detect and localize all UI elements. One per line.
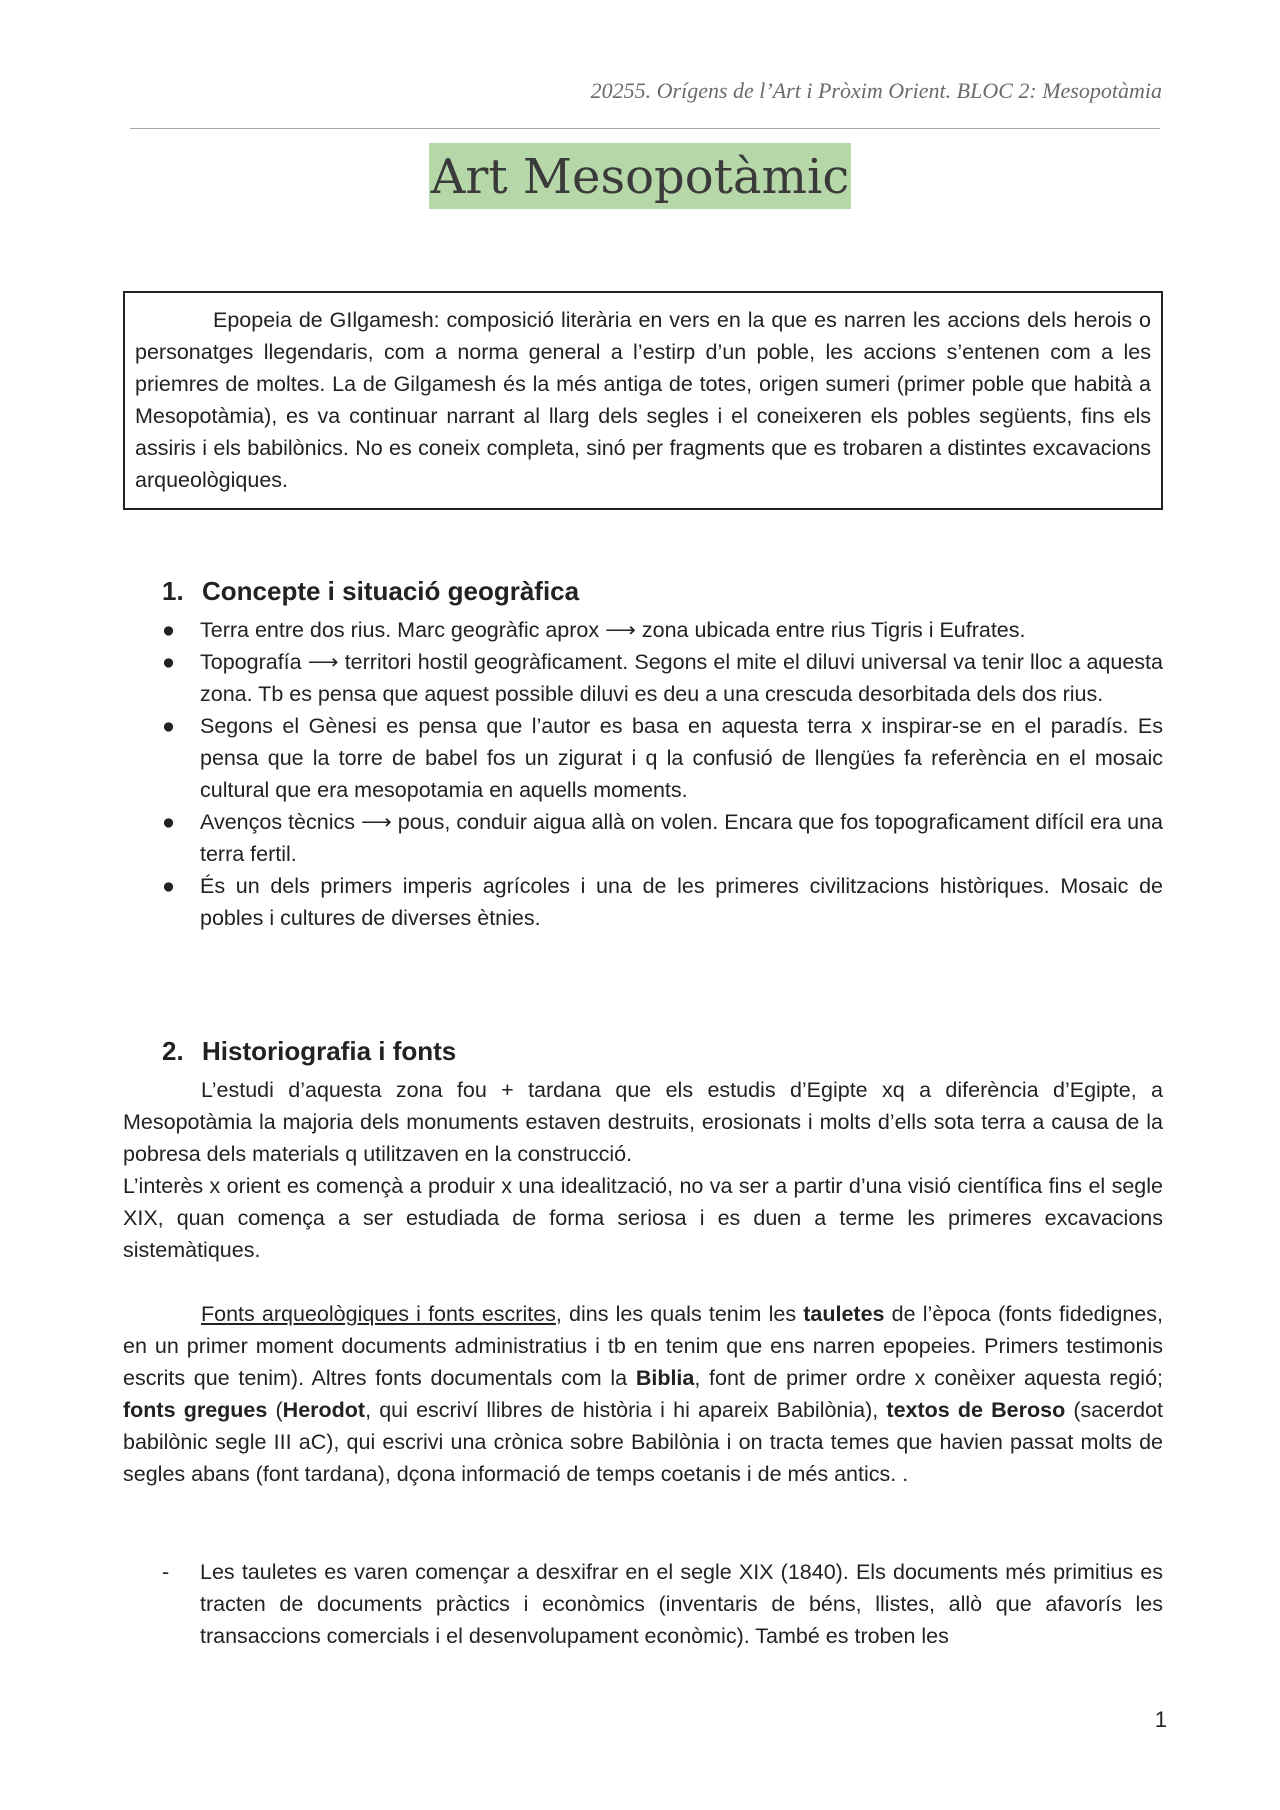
section-1-number: 1. bbox=[162, 576, 184, 606]
list-item bbox=[160, 710, 1163, 806]
header-divider bbox=[130, 128, 1160, 129]
text-run: de l’època (fonts fidedignes, en un primer moment documents administratius i tb en tenim que ens narren epopeies. Primers testimonis escrits que tenim). Altres fonts documentals com la bbox=[123, 1302, 1163, 1390]
bold-text: tauletes bbox=[803, 1302, 885, 1326]
bullet-icon: ● bbox=[162, 810, 175, 834]
text-run: , dins les quals tenim les bbox=[555, 1302, 804, 1326]
dash-marker: - bbox=[162, 1560, 170, 1584]
page-number: 1 bbox=[1154, 1707, 1167, 1732]
underlined-text: Fonts arqueològiques i fonts escrites bbox=[201, 1302, 556, 1326]
bold-text: fonts gregues bbox=[123, 1398, 268, 1422]
list-item-text: Terra entre dos rius. Marc geogràfic aprox ⟶ zona ubicada entre rius Tigris i Eufrates. bbox=[200, 618, 1026, 642]
bullet-icon: ● bbox=[162, 650, 175, 674]
running-header: 20255. Orígens de l’Art i Pròxim Orient. BLOC 2: Mesopotàmia bbox=[590, 78, 1162, 103]
page-title: Art Mesopotàmic bbox=[429, 143, 852, 209]
intro-text: Epopeia de GIlgamesh: composició literària en vers en la que es narren les accions dels herois o personatges llegendaris, com a norma general a l’estirp d’un poble, les accions s’entenen com a les priemres de moltes. La de Gilgamesh és la més antiga de totes, origen sumeri (primer poble que habità a Mesopotàmia), es va continuar narrant al llarg dels segles i el coneixeren els pobles següents, fins els assiris i els babilònics. No es coneix completa, sinó per fragments que es trobaren a distintes excavacions arqueològiques. bbox=[135, 308, 1151, 492]
list-item-text: Segons el Gènesi es pensa que l’autor es basa en aquesta terra x inspirar-se en el paradís. Es pensa que la torre de babel fos un zigurat i q la confusió de llengües fa referència en el mosaic cultural que era mesopotamia en aquells moments. bbox=[200, 714, 1163, 802]
list-item-text: Topografía ⟶ territori hostil geogràficament. Segons el mite el diluvi universal va tenir lloc a aquesta zona. Tb es pensa que aquest possible diluvi es deu a una crescuda desorbitada dels dos rius. bbox=[200, 650, 1163, 706]
bullet-icon: ● bbox=[162, 874, 175, 898]
bullet-icon: ● bbox=[162, 714, 175, 738]
section-1-bullets bbox=[160, 614, 1163, 934]
text-run: ( bbox=[267, 1398, 283, 1422]
list-item bbox=[160, 646, 1163, 710]
section-1-title: Concepte i situació geogràfica bbox=[202, 576, 580, 606]
paragraph: L’estudi d’aquesta zona fou + tardana que els estudis d’Egipte xq a diferència d’Egipte, a Mesopotàmia la majoria dels monuments estaven destruits, erosionats i molts d’ells sota terra a causa de la pobresa dels materials q utilitzaven en la construcció. bbox=[123, 1078, 1163, 1166]
section-2-heading bbox=[162, 1036, 456, 1067]
section-2-body bbox=[123, 1074, 1163, 1490]
bullet-icon: ● bbox=[162, 618, 175, 642]
list-item bbox=[160, 614, 1163, 646]
section-2-dash-list bbox=[160, 1556, 1163, 1652]
paragraph-sources bbox=[123, 1298, 1163, 1490]
section-2-title: Historiografia i fonts bbox=[202, 1036, 457, 1066]
paragraph: L’interès x orient es començà a produir x una idealització, no va ser a partir d’una visió científica fins el segle XIX, quan comença a ser estudiada de forma seriosa i es duen a terme les primeres excavacions sistemàtiques. bbox=[123, 1174, 1163, 1262]
list-item-text: Les tauletes es varen començar a desxifrar en el segle XIX (1840). Els documents més primitius es tracten de documents pràctics i econòmics (inventaris de béns, llistes, allò que afavorís les transaccions comercials i el desenvolupament econòmic). També es troben les bbox=[200, 1560, 1163, 1648]
list-item-text: Avenços tècnics ⟶ pous, conduir aigua allà on volen. Encara que fos topograficament difícil era una terra fertil. bbox=[200, 810, 1163, 866]
text-run: , font de primer ordre x conèixer aquesta regió; bbox=[694, 1366, 1163, 1390]
section-1-heading bbox=[162, 576, 579, 607]
section-2-number: 2. bbox=[162, 1036, 184, 1066]
bold-text: Biblia bbox=[635, 1366, 695, 1390]
list-item bbox=[160, 1556, 1163, 1652]
intro-box bbox=[123, 291, 1163, 510]
list-item-text: És un dels primers imperis agrícoles i una de les primeres civilitzacions històriques. Mosaic de pobles i cultures de diverses ètnies. bbox=[200, 874, 1163, 930]
bold-text: Herodot bbox=[282, 1398, 366, 1422]
text-run: , qui escriví llibres de història i hi apareix Babilònia), bbox=[365, 1398, 887, 1422]
text-run: (sacerdot babilònic segle III aC), qui escrivi una crònica sobre Babilònia i on tracta temes que havien passat molts de segles abans (font tardana), dçona informació de temps coetanis i de més antics. . bbox=[123, 1398, 1164, 1486]
list-item bbox=[160, 806, 1163, 870]
bold-text: textos de Beroso bbox=[886, 1398, 1066, 1422]
list-item bbox=[160, 870, 1163, 934]
